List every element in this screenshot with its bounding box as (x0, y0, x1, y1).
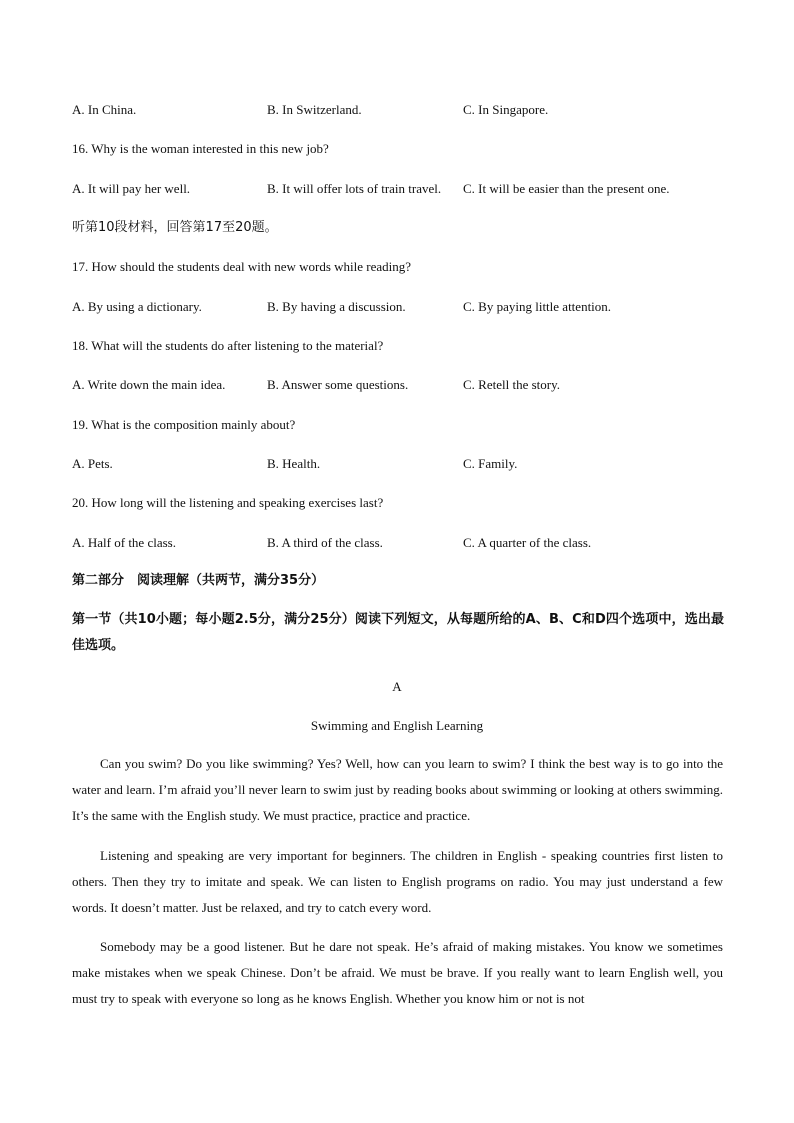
q19-option-b[interactable]: B. Health. (267, 456, 321, 471)
passage-paragraph-2: Listening and speaking are very important for beginners. The children in English - speaking countries first listen to others. Then they try to imitate and speak. We can listen to English programs on radio. You may just understand a few words. It doesn’t matter. Just be relaxed, and try to catch every word. (72, 848, 723, 915)
q20-option-a[interactable]: A. Half of the class. (72, 535, 176, 550)
passage-paragraph-1: Can you swim? Do you like swimming? Yes? Well, how can you learn to swim? I think the best way is to go into the water and learn. I’m afraid you’ll never learn to swim just by reading books about swimming or looking at others swimming. It’s the same with the English study. We must practice, practice and practice. (72, 756, 723, 823)
q18-option-a[interactable]: A. Write down the main idea. (72, 377, 226, 392)
q17-option-c[interactable]: C. By paying little attention. (463, 299, 612, 314)
q15-option-b[interactable]: B. In Switzerland. (267, 102, 362, 117)
q18-option-c[interactable]: C. Retell the story. (463, 377, 561, 392)
q19-option-a[interactable]: A. Pets. (72, 456, 113, 471)
q17-question: 17. How should the students deal with new words while reading? (72, 259, 412, 274)
q16-question: 16. Why is the woman interested in this new job? (72, 141, 329, 156)
q18-option-b[interactable]: B. Answer some questions. (267, 377, 409, 392)
q15-option-c[interactable]: C. In Singapore. (463, 102, 549, 117)
q20-option-b[interactable]: B. A third of the class. (267, 535, 383, 550)
passage-paragraph-3: Somebody may be a good listener. But he dare not speak. He’s afraid of making mistakes. You know we sometimes make mistakes when we speak Chinese. Don’t be afraid. We must be brave. If you really want to learn English well, you must try to speak with everyone so long as he knows English. Whether you know him or not is not (72, 939, 723, 1006)
q19-question: 19. What is the composition mainly about? (72, 417, 296, 432)
q16-option-a[interactable]: A. It will pay her well. (72, 181, 191, 196)
q20-question: 20. How long will the listening and speaking exercises last? (72, 495, 384, 510)
q17-option-a[interactable]: A. By using a dictionary. (72, 299, 202, 314)
passage-title: Swimming and English Learning (310, 718, 484, 733)
q17-option-b[interactable]: B. By having a discussion. (267, 299, 406, 314)
part2-heading: 第二部分 阅读理解（共两节，满分35分） (72, 573, 325, 588)
section1-instruction: 第一节（共10小题；每小题2.5分，满分25分）阅读下列短文，从每题所给的A、B、C和D四个选项中，选出最佳选项。 (72, 612, 724, 653)
q19-option-c[interactable]: C. Family. (463, 456, 518, 471)
section10-instruction: 听第10段材料，回答第17至20题。 (72, 220, 278, 235)
q16-option-b[interactable]: B. It will offer lots of train travel. (267, 181, 442, 196)
q16-option-c[interactable]: C. It will be easier than the present one. (463, 181, 670, 196)
q15-option-a[interactable]: A. In China. (72, 102, 137, 117)
passage-letter: A (392, 679, 402, 694)
q20-option-c[interactable]: C. A quarter of the class. (463, 535, 592, 550)
q18-question: 18. What will the students do after listening to the material? (72, 338, 384, 353)
